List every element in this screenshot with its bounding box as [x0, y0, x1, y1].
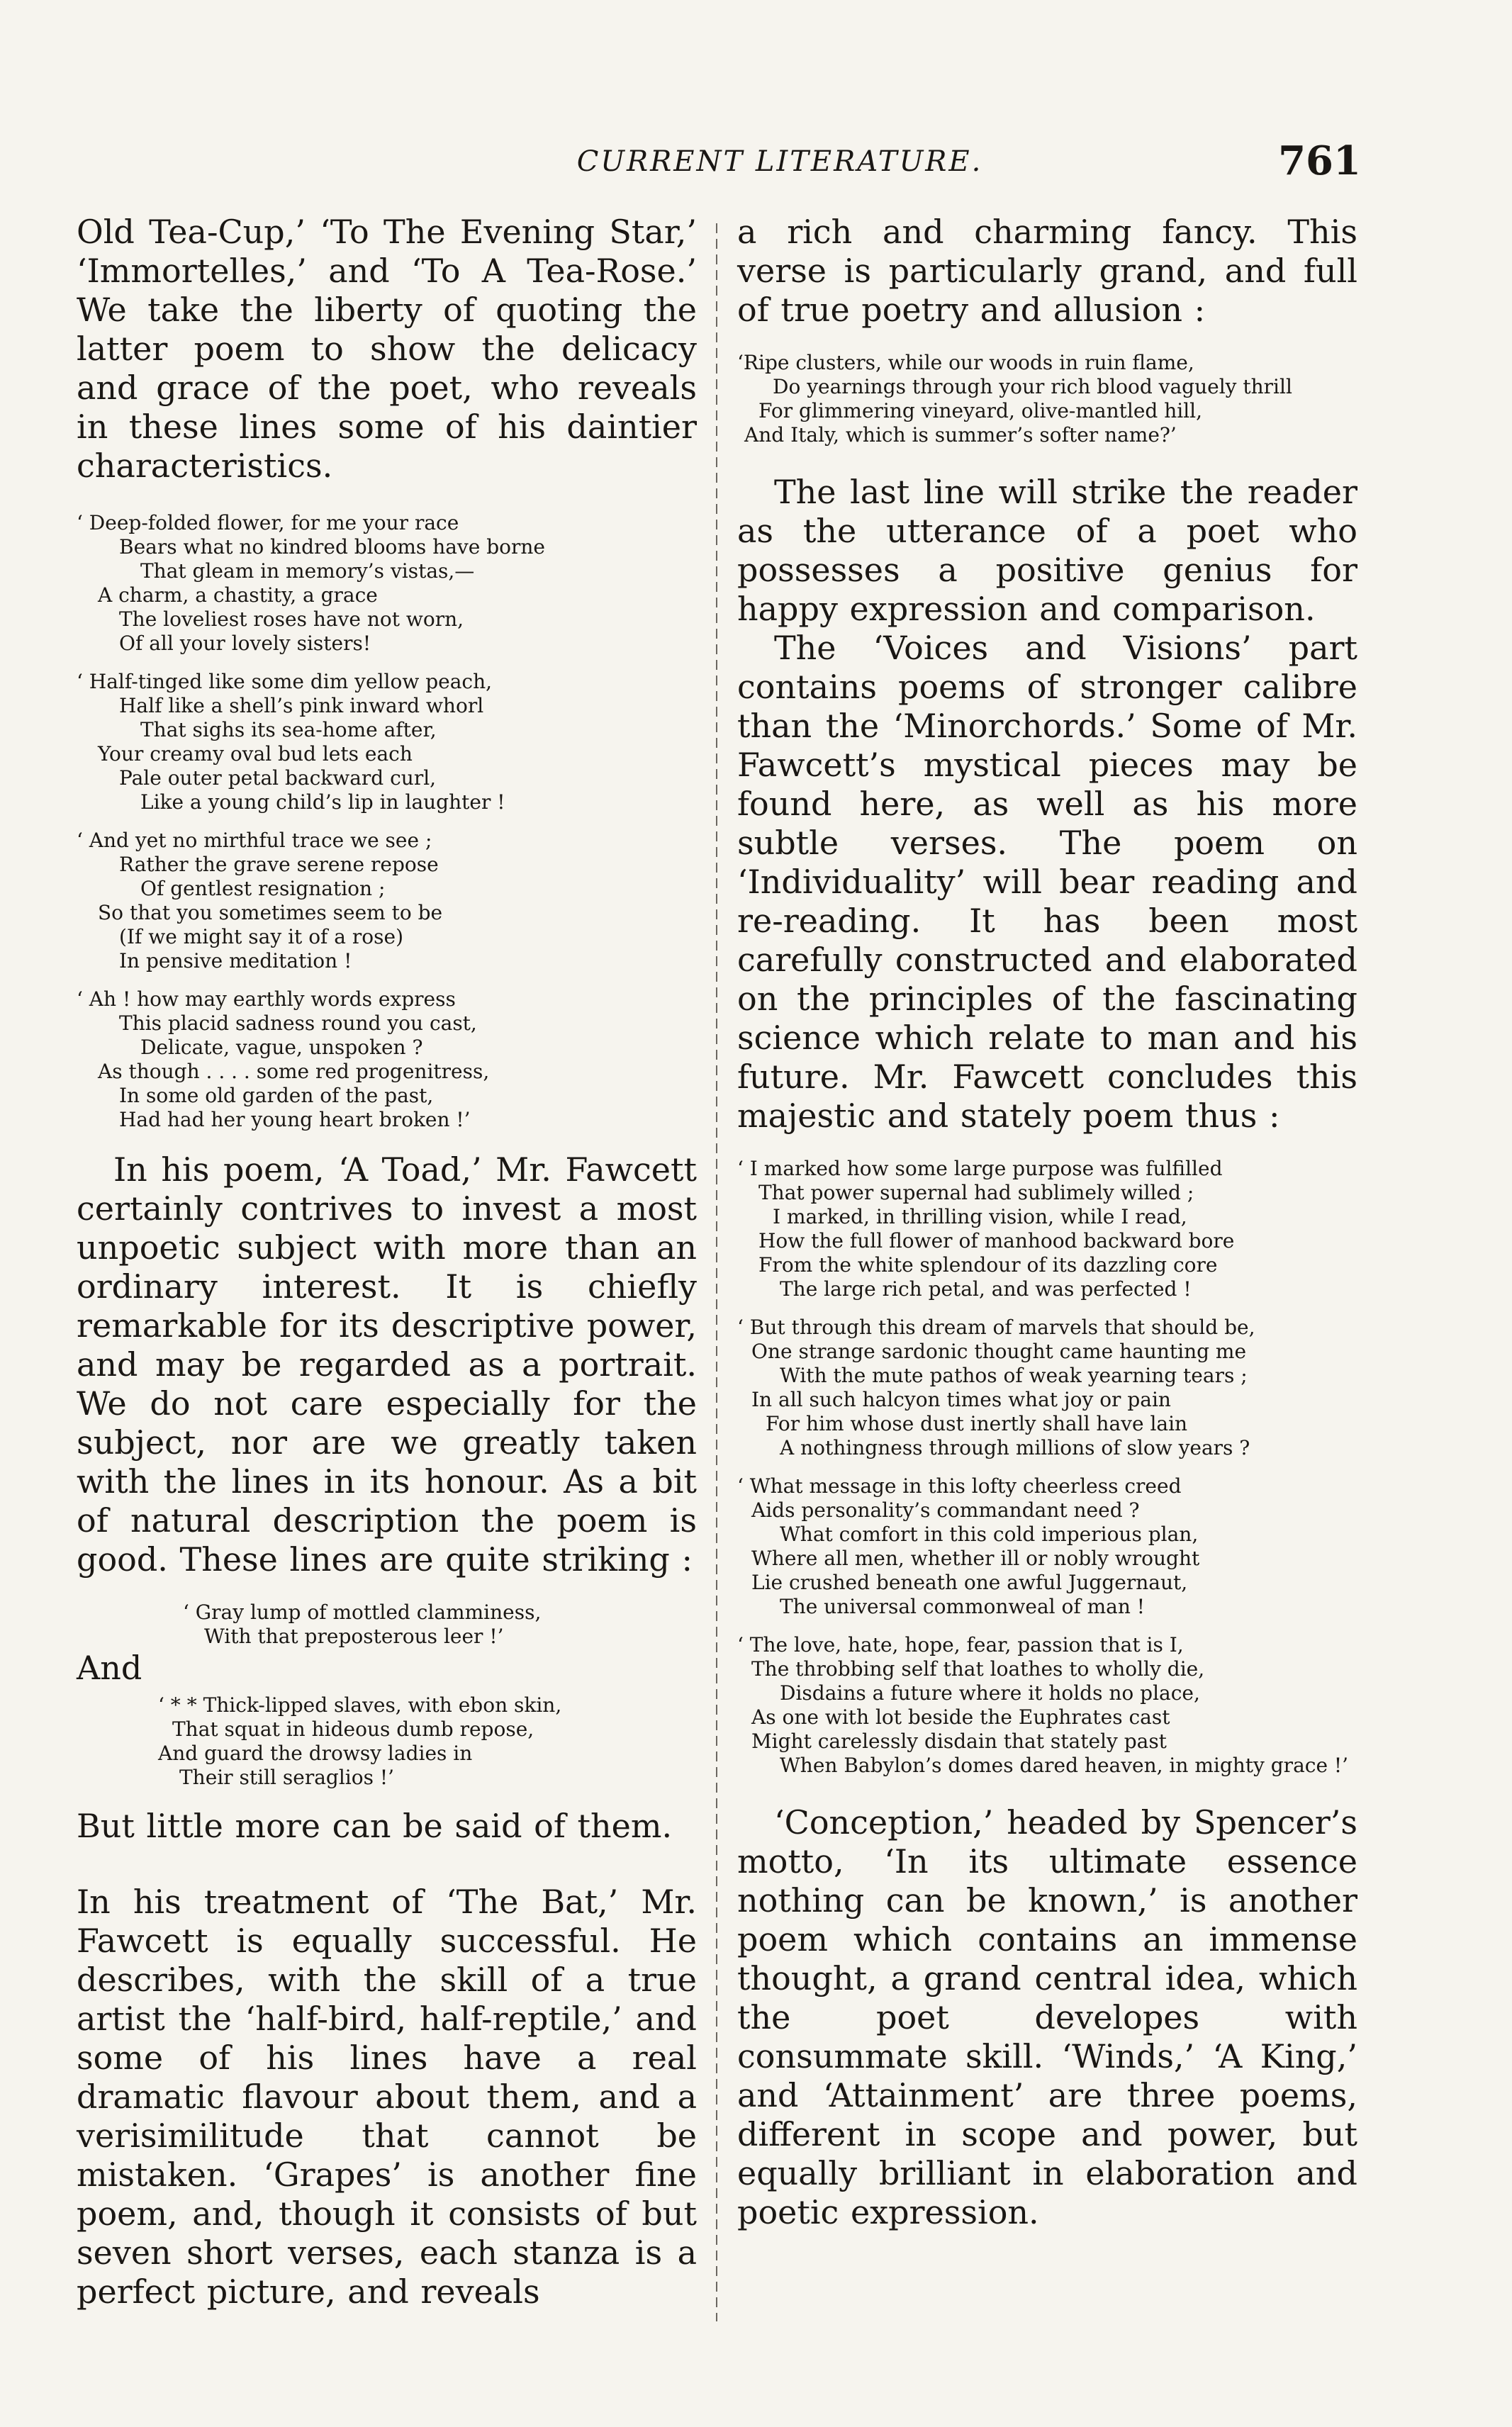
poem-line: Aids personality’s commandant need ? — [751, 1498, 1140, 1522]
paragraph: The ‘Voices and Visions’ part contains poems of stronger calibre than the ‘Minorchords.’ Some of Mr. Fawcett’s mystical pieces may be found here, as well as his more subtle verses. The poem on ‘Individuality’ will bear reading and re-reading. It has been most carefully constructed and elaborated on the principles of the fascinating science which relate to man and his future. Mr. Fawcett concludes this majestic and stately poem thus : — [737, 629, 1357, 1135]
poem-to-a-tea-rose — [77, 511, 697, 1132]
poem-line: I marked, in thrilling vision, while I read, — [773, 1205, 1187, 1228]
poem-line: Of gentlest resignation ; — [140, 877, 386, 900]
poem-line: ‘ Gray lump of mottled clamminess, — [183, 1601, 542, 1624]
poem-line: A nothingness through millions of slow years ? — [780, 1436, 1250, 1459]
poem-individuality-quote — [737, 1157, 1357, 1778]
paragraph: But little more can be said of them. — [77, 1807, 673, 1845]
poem-line: The universal commonweal of man ! — [780, 1595, 1146, 1618]
poem-line: How the full flower of manhood backward bore — [758, 1229, 1235, 1252]
poem-line: This placid sadness round you cast, — [119, 1011, 477, 1035]
paragraph: ‘Conception,’ headed by Spencer’s motto, ‘In its ultimate essence nothing can be known,’ is another poem which contains an immense thought, a grand central idea, which the poet developes with consummate skill. ‘Winds,’ ‘A King,’ and ‘Attainment’ are three poems, different in scope and power, but equally brilliant in elaboration and poetic expression. — [737, 1803, 1357, 2231]
poem-line: When Babylon’s domes dared heaven, in mighty grace !’ — [780, 1754, 1349, 1777]
page-header — [71, 140, 1361, 197]
poem-line: As one with lot beside the Euphrates cast — [751, 1705, 1170, 1729]
poem-line: ‘Ripe clusters, while our woods in ruin flame, — [737, 351, 1194, 374]
poem-line: That squat in hideous dumb repose, — [172, 1717, 534, 1741]
poem-line: In some old garden of the past, — [119, 1084, 434, 1107]
poem-line: Do yearnings through your rich blood vaguely thrill — [773, 375, 1292, 398]
paragraph: Old Tea-Cup,’ ‘To The Evening Star,’ ‘Immortelles,’ and ‘To A Tea-Rose.’ We take the liberty of quoting the latter poem to show the delicacy and grace of the poet, who reveals in these lines some of his daintier characteristics. — [77, 213, 697, 485]
paragraph: The last line will strike the reader as the utterance of a poet who possesses a positive genius for happy expression and comparison. — [737, 473, 1357, 628]
poem-line: What comfort in this cold imperious plan, — [780, 1523, 1199, 1546]
poem-line: Might carelessly disdain that stately past — [751, 1730, 1167, 1753]
poem-line: ‘ What message in this lofty cheerless creed — [737, 1474, 1182, 1498]
poem-line: Where all men, whether ill or nobly wrought — [751, 1547, 1200, 1570]
poem-grapes-quote — [737, 351, 1357, 447]
poem-line: Your creamy oval bud lets each — [98, 742, 413, 766]
right-column — [737, 213, 1357, 2232]
poem-line: As though . . . . some red progenitress, — [98, 1060, 490, 1083]
poem-line: ‘ Half-tinged like some dim yellow peach, — [77, 670, 493, 693]
poem-line: Delicate, vague, unspoken ? — [140, 1036, 423, 1059]
poem-line: Bears what no kindred blooms have borne — [119, 535, 545, 559]
poem-line: The large rich petal, and was perfected ! — [780, 1277, 1192, 1301]
poem-stanza — [737, 1316, 1357, 1460]
poem-slaves-quote — [77, 1693, 697, 1790]
poem-line: ‘ And yet no mirthful trace we see ; — [77, 829, 432, 852]
poem-line: For glimmering vineyard, olive-mantled hill, — [758, 399, 1203, 422]
poem-line: For him whose dust inertly shall have lain — [766, 1412, 1188, 1435]
poem-stanza — [77, 829, 697, 973]
poem-line: Their still seraglios !’ — [179, 1766, 395, 1789]
poem-stanza — [737, 1157, 1357, 1301]
connective-and: And — [77, 1649, 142, 1687]
poem-line: ‘ But through this dream of marvels that should be, — [737, 1316, 1255, 1339]
poem-line: Rather the grave serene repose — [119, 853, 439, 876]
paragraph: In his poem, ‘A Toad,’ Mr. Fawcett certainly contrives to invest a most unpoetic subject with more than an ordinary interest. It is chiefly remarkable for its descriptive power, and may be regarded as a portrait. We do not care especially for the subject, nor are we greatly taken with the lines in its honour. As a bit of natural description the poem is good. These lines are quite striking : — [77, 1150, 697, 1579]
poem-line: In all such halcyon times what joy or pain — [751, 1388, 1171, 1411]
poem-line: ‘ I marked how some large purpose was fulfilled — [737, 1157, 1223, 1180]
poem-line: ‘ The love, hate, hope, fear, passion that is I, — [737, 1633, 1184, 1657]
poem-line: One strange sardonic thought came haunting me — [751, 1340, 1247, 1363]
poem-stanza — [737, 1474, 1357, 1619]
poem-line: In pensive meditation ! — [119, 949, 352, 973]
poem-line: That power supernal had sublimely willed ; — [758, 1181, 1194, 1204]
poem-line: Had had her young heart broken !’ — [119, 1108, 471, 1131]
poem-a-toad-quote — [77, 1601, 697, 1649]
poem-stanza — [77, 987, 697, 1132]
poem-line: ‘ Ah ! how may earthly words express — [77, 987, 456, 1011]
poem-line: ‘ * * Thick-lipped slaves, with ebon skin, — [158, 1693, 562, 1717]
poem-line: (If we might say it of a rose) — [119, 925, 404, 948]
poem-stanza — [77, 511, 697, 656]
poem-line: A charm, a chastity, a grace — [98, 583, 378, 607]
paragraph: a rich and charming fancy. This verse is particularly grand, and full of true poetry and allusion : — [737, 213, 1357, 329]
poem-line: Pale outer petal backward curl, — [119, 766, 437, 790]
poem-stanza — [77, 670, 697, 814]
poem-line: The loveliest roses have not worn, — [119, 607, 464, 631]
running-title: CURRENT LITERATURE. — [576, 145, 983, 178]
poem-line: So that you sometimes seem to be — [98, 901, 443, 924]
poem-line: Lie crushed beneath one awful Juggernaut, — [751, 1571, 1188, 1594]
poem-line: ‘ Deep-folded flower, for me your race — [77, 511, 459, 534]
paragraph: In his treatment of ‘The Bat,’ Mr. Fawcett is equally successful. He describes, with the skill of a true artist the ‘half-bird, half-reptile,’ and some of his lines have a real dramatic flavour about them, and a verisimilitude that cannot be mistaken. ‘Grapes’ is another fine poem, and, though it consists of but seven short verses, each stanza is a perfect picture, and reveals — [77, 1883, 697, 2311]
poem-line: And guard the drowsy ladies in — [158, 1742, 473, 1765]
poem-line: With the mute pathos of weak yearning tears ; — [780, 1364, 1248, 1387]
poem-line: From the white splendour of its dazzling core — [758, 1253, 1218, 1277]
poem-line: Half like a shell’s pink inward whorl — [119, 694, 484, 717]
poem-line: And Italy, which is summer’s softer name?’ — [744, 423, 1177, 447]
page-number: 761 — [1278, 138, 1361, 184]
poem-line: Disdains a future where it holds no place, — [780, 1681, 1200, 1705]
poem-line: Of all your lovely sisters! — [119, 632, 371, 655]
left-column — [77, 213, 697, 2311]
poem-line: Like a young child’s lip in laughter ! — [140, 790, 505, 814]
column-divider — [716, 223, 717, 2321]
poem-line: That sighs its sea-home after, — [140, 718, 437, 741]
poem-stanza — [737, 1633, 1357, 1778]
poem-line: That gleam in memory’s vistas,— — [140, 559, 475, 583]
poem-line: The throbbing self that loathes to wholly die, — [751, 1657, 1205, 1681]
poem-line: With that preposterous leer !’ — [204, 1625, 504, 1648]
